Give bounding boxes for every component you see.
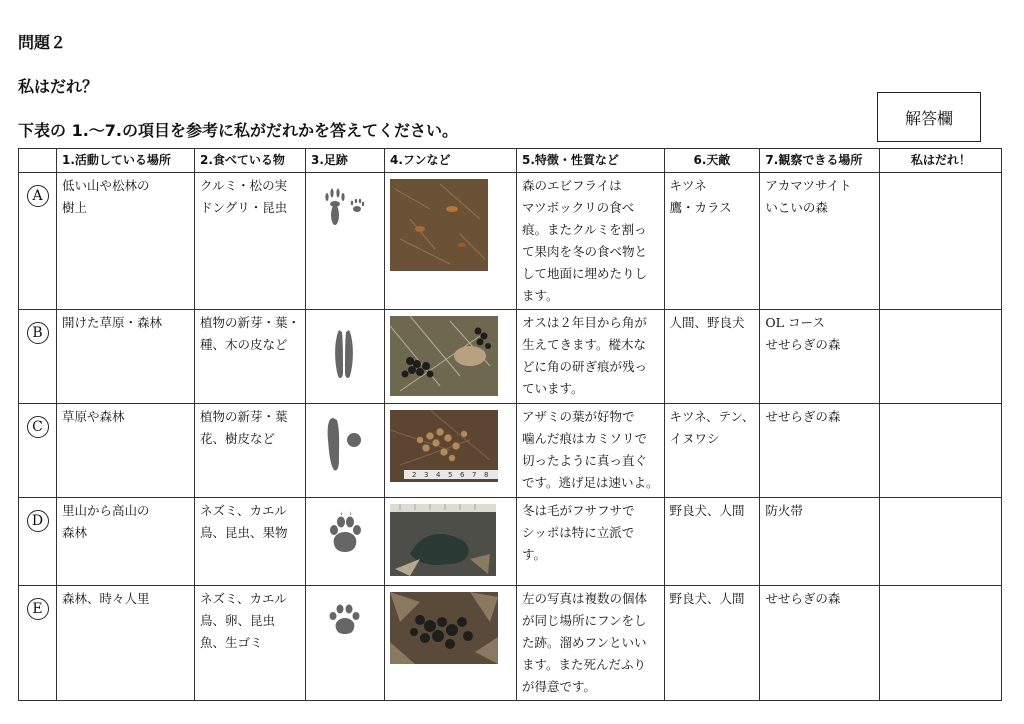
question-number: 問題２: [18, 33, 67, 52]
svg-text:4: 4: [436, 471, 441, 479]
food-cell: ネズミ、カエル 鳥、昆虫、果物: [195, 498, 306, 586]
table-row: [19, 310, 1002, 404]
droppings-photo-fox: [390, 504, 496, 576]
place-cell: 森林、時々人里: [57, 586, 195, 701]
svg-text:6: 6: [460, 471, 465, 479]
quiz-table: [18, 148, 1002, 701]
food-cell: クルミ・松の実 ドングリ・昆虫: [195, 173, 306, 310]
observe-cell: 防火帯: [760, 498, 880, 586]
deer-footprint-icon: [306, 310, 384, 396]
observe-cell: せせらぎの森: [760, 404, 880, 498]
svg-text:2: 2: [412, 471, 417, 479]
droppings-photo-hare: [390, 410, 498, 482]
svg-text:7: 7: [472, 471, 477, 479]
droppings-photo-pinecone: [390, 179, 488, 271]
food-cell: 植物の新芽・葉・ 種、木の皮など: [195, 310, 306, 404]
observe-cell: アカマツサイト いこいの森: [760, 173, 880, 310]
row-mark: C: [27, 416, 49, 438]
place-cell: 開けた草原・森林: [57, 310, 195, 404]
raccoon-dog-footprint-icon: [306, 586, 384, 646]
table-row: [19, 586, 1002, 701]
col-header-food: 2.食べている物: [195, 149, 306, 173]
pointer-arrow-icon: [517, 181, 520, 205]
svg-text:5: 5: [448, 471, 453, 479]
col-header-droppings: 4.フンなど: [385, 149, 517, 173]
enemy-cell: 人間、野良犬: [664, 310, 760, 404]
place-cell: 草原や森林: [57, 404, 195, 498]
col-header-feature: 5.特徴・性質など: [517, 149, 665, 173]
col-header-observe: 7.観察できる場所: [760, 149, 880, 173]
observe-cell: せせらぎの森: [760, 586, 880, 701]
answer-box-label: 解答欄: [877, 92, 981, 142]
observe-cell: OL コース せせらぎの森: [760, 310, 880, 404]
hare-footprint-icon: [306, 404, 384, 490]
answer-cell[interactable]: [880, 498, 1002, 586]
enemy-cell: 野良犬、人間: [664, 586, 760, 701]
place-cell: 里山から高山の 森林: [57, 498, 195, 586]
answer-cell[interactable]: [880, 404, 1002, 498]
question-title: 私はだれ？: [18, 77, 99, 96]
enemy-cell: キツネ 鷹・カラス: [664, 173, 760, 310]
droppings-photo-deer: [390, 316, 498, 396]
svg-text:8: 8: [484, 471, 489, 479]
row-mark: B: [27, 322, 49, 344]
enemy-cell: キツネ、テン、 イヌワシ: [664, 404, 760, 498]
col-header-mark: [19, 149, 57, 173]
col-header-answer: 私はだれ！: [880, 149, 1002, 173]
enemy-cell: 野良犬、人間: [664, 498, 760, 586]
answer-cell[interactable]: [880, 310, 1002, 404]
feature-cell: 森のエビフライは マツボックリの食べ 痕。またクルミを割っ て果肉を冬の食べ物と して地面に埋めたりし ます。: [517, 173, 665, 310]
col-header-enemy: 6.天敵: [664, 149, 760, 173]
food-cell: 植物の新芽・葉 花、樹皮など: [195, 404, 306, 498]
feature-cell: オスは２年目から角が 生えてきます。樅木な どに角の研ぎ痕が残っ ています。: [517, 310, 665, 404]
droppings-photo-raccoon-dog: [390, 592, 498, 664]
squirrel-footprint-icon: [306, 173, 384, 233]
feature-cell: 冬は毛がフサフサで シッポは特に立派で す。: [517, 498, 665, 586]
row-mark: D: [27, 510, 49, 532]
col-header-footprint: 3.足跡: [306, 149, 385, 173]
answer-cell[interactable]: [880, 173, 1002, 310]
row-mark: E: [27, 598, 49, 620]
col-header-place: 1.活動している場所: [57, 149, 195, 173]
answer-cell[interactable]: [880, 586, 1002, 701]
table-row: [19, 404, 1002, 498]
feature-cell: アザミの葉が好物で 噛んだ痕はカミソリで 切ったように真っ直ぐ です。逃げ足は速いよ。: [517, 404, 665, 498]
place-cell: 低い山や松林の 樹上: [57, 173, 195, 310]
feature-cell: 左の写真は複数の個体 が同じ場所にフンをし た跡。溜めフンといい ます。また死んだふり が得意です。: [517, 586, 665, 701]
table-row: [19, 498, 1002, 586]
instruction-text: 下表の 1.〜7.の項目を参考に私がだれかを答えてください。: [18, 121, 458, 140]
food-cell: ネズミ、カエル 鳥、卵、昆虫 魚、生ゴミ: [195, 586, 306, 701]
table-header-row: [19, 149, 1002, 173]
svg-text:3: 3: [424, 471, 429, 479]
table-row: [19, 173, 1002, 310]
row-mark: A: [27, 185, 49, 207]
fox-footprint-icon: [306, 498, 384, 570]
